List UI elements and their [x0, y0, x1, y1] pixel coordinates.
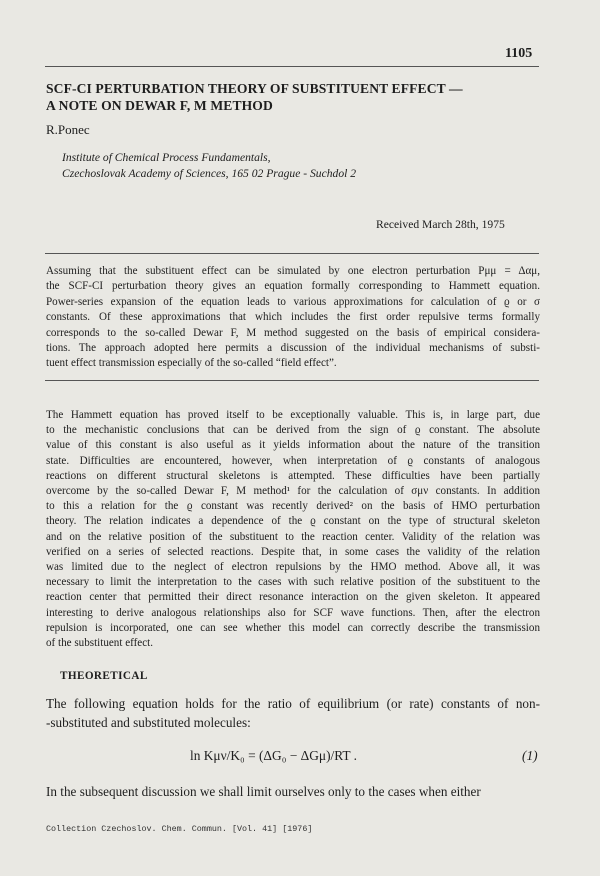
affiliation: [62, 150, 356, 182]
abstract-bottom-rule: [45, 380, 539, 381]
intro-line: value of this constant is also useful as it yields information about the nature of the transition: [46, 439, 540, 452]
abstract-line: corresponds to the so-called Dewar F, M method suggested on the basis of empirical considera-: [46, 326, 540, 339]
abstract-line: Assuming that the substituent effect can be simulated by one electron perturbation Pμμ = Δαμ,: [46, 265, 540, 277]
intro-line: to the mechanistic conclusions that can be derived from the sign of ϱ constant. The absolute: [46, 424, 540, 437]
intro-line: theory. The relation indicates a dependence of the ϱ constant on the type of structural skeleton: [46, 515, 540, 528]
intro-line: repulsion is incorporated, one can see whether this model can correctly describe the transmission: [46, 621, 540, 634]
abstract-line: the SCF-CI perturbation theory gives an equation formally corresponding to Hammett equation.: [46, 280, 540, 293]
abstract-top-rule: [45, 253, 539, 254]
intro-line: to this a relation for the ϱ constant was recently derived² on the basis of HMO perturbation: [46, 500, 540, 513]
intro-line: reactions on different structural skeletons is attempted. These difficulties have been partially: [46, 469, 540, 482]
intro-line: and on the relative position of the substituent to the reaction center. Validity of the relation was: [46, 530, 540, 543]
intro-line: state. Difficulties are encountered, however, when interpretation of ϱ constants of analogous: [46, 454, 540, 467]
intro-paragraph: [46, 408, 540, 651]
intro-line: overcome by the so-called Dewar F, M method¹ for the calculation of σμν constants. In addition: [46, 485, 540, 498]
header-rule: [45, 66, 539, 67]
affiliation-line: Czechoslovak Academy of Sciences, 165 02 Prague - Suchdol 2: [62, 167, 357, 180]
continuation-line: In the subsequent discussion we shall limit ourselves only to the cases when either: [46, 784, 481, 799]
equation: ln Kμν/K₀ = (ΔG₀ − ΔGμ)/RT .: [190, 748, 358, 763]
intro-line: interesting to derive analogous relationships also for SCF wave functions. Then, after the electron: [46, 606, 540, 619]
abstract: [46, 264, 540, 372]
abstract-line: constants. Of these approximations that which includes the first order repulsive terms formally: [46, 311, 540, 324]
page-number: 1105: [505, 46, 533, 61]
intro-line: The Hammett equation has proved itself to be exceptionally valuable. This is, in large part, due: [46, 409, 540, 421]
article-title: [46, 80, 546, 114]
received-date: Received March 28th, 1975: [376, 218, 505, 231]
journal-footer: Collection Czechoslov. Chem. Commun. [Vol. 41] [1976]: [46, 824, 313, 834]
intro-line: was limited due to the neglect of electron repulsions by the HMO method. Above all, it was: [46, 561, 540, 574]
author-name: R.Ponec: [46, 122, 90, 137]
intro-line: necessary to limit the interpretation to the cases with such relative position of the substituent to the: [46, 576, 540, 589]
intro-line: of the substituent effect.: [46, 637, 154, 650]
theory-line: The following equation holds for the ratio of equilibrium (or rate) constants of non-: [46, 696, 540, 711]
equation-number: (1): [522, 748, 538, 763]
theory-line: -substituted and substituted molecules:: [46, 715, 251, 730]
abstract-line: Power-series expansion of the equation leads to various approximations for calculation of ϱ or σ: [46, 295, 540, 308]
intro-line: reaction center that permitted their direct resonance interaction on the given skeleton. It appeared: [46, 591, 540, 604]
title-line: A NOTE ON DEWAR F, M METHOD: [46, 98, 273, 113]
abstract-line: tions. The approach adopted here permits a discussion of the individual mechanisms of substi-: [46, 342, 540, 355]
section-heading: THEORETICAL: [60, 670, 148, 682]
theory-paragraph: [46, 694, 540, 732]
intro-line: verified on a series of selected reactions. Despite that, in some cases the validity of the relation: [46, 545, 540, 558]
title-line: SCF-CI PERTURBATION THEORY OF SUBSTITUENT EFFECT —: [46, 81, 463, 96]
affiliation-line: Institute of Chemical Process Fundamentals,: [62, 151, 271, 164]
abstract-line: tuent effect transmission especially of the so-called “field effect”.: [46, 357, 337, 370]
